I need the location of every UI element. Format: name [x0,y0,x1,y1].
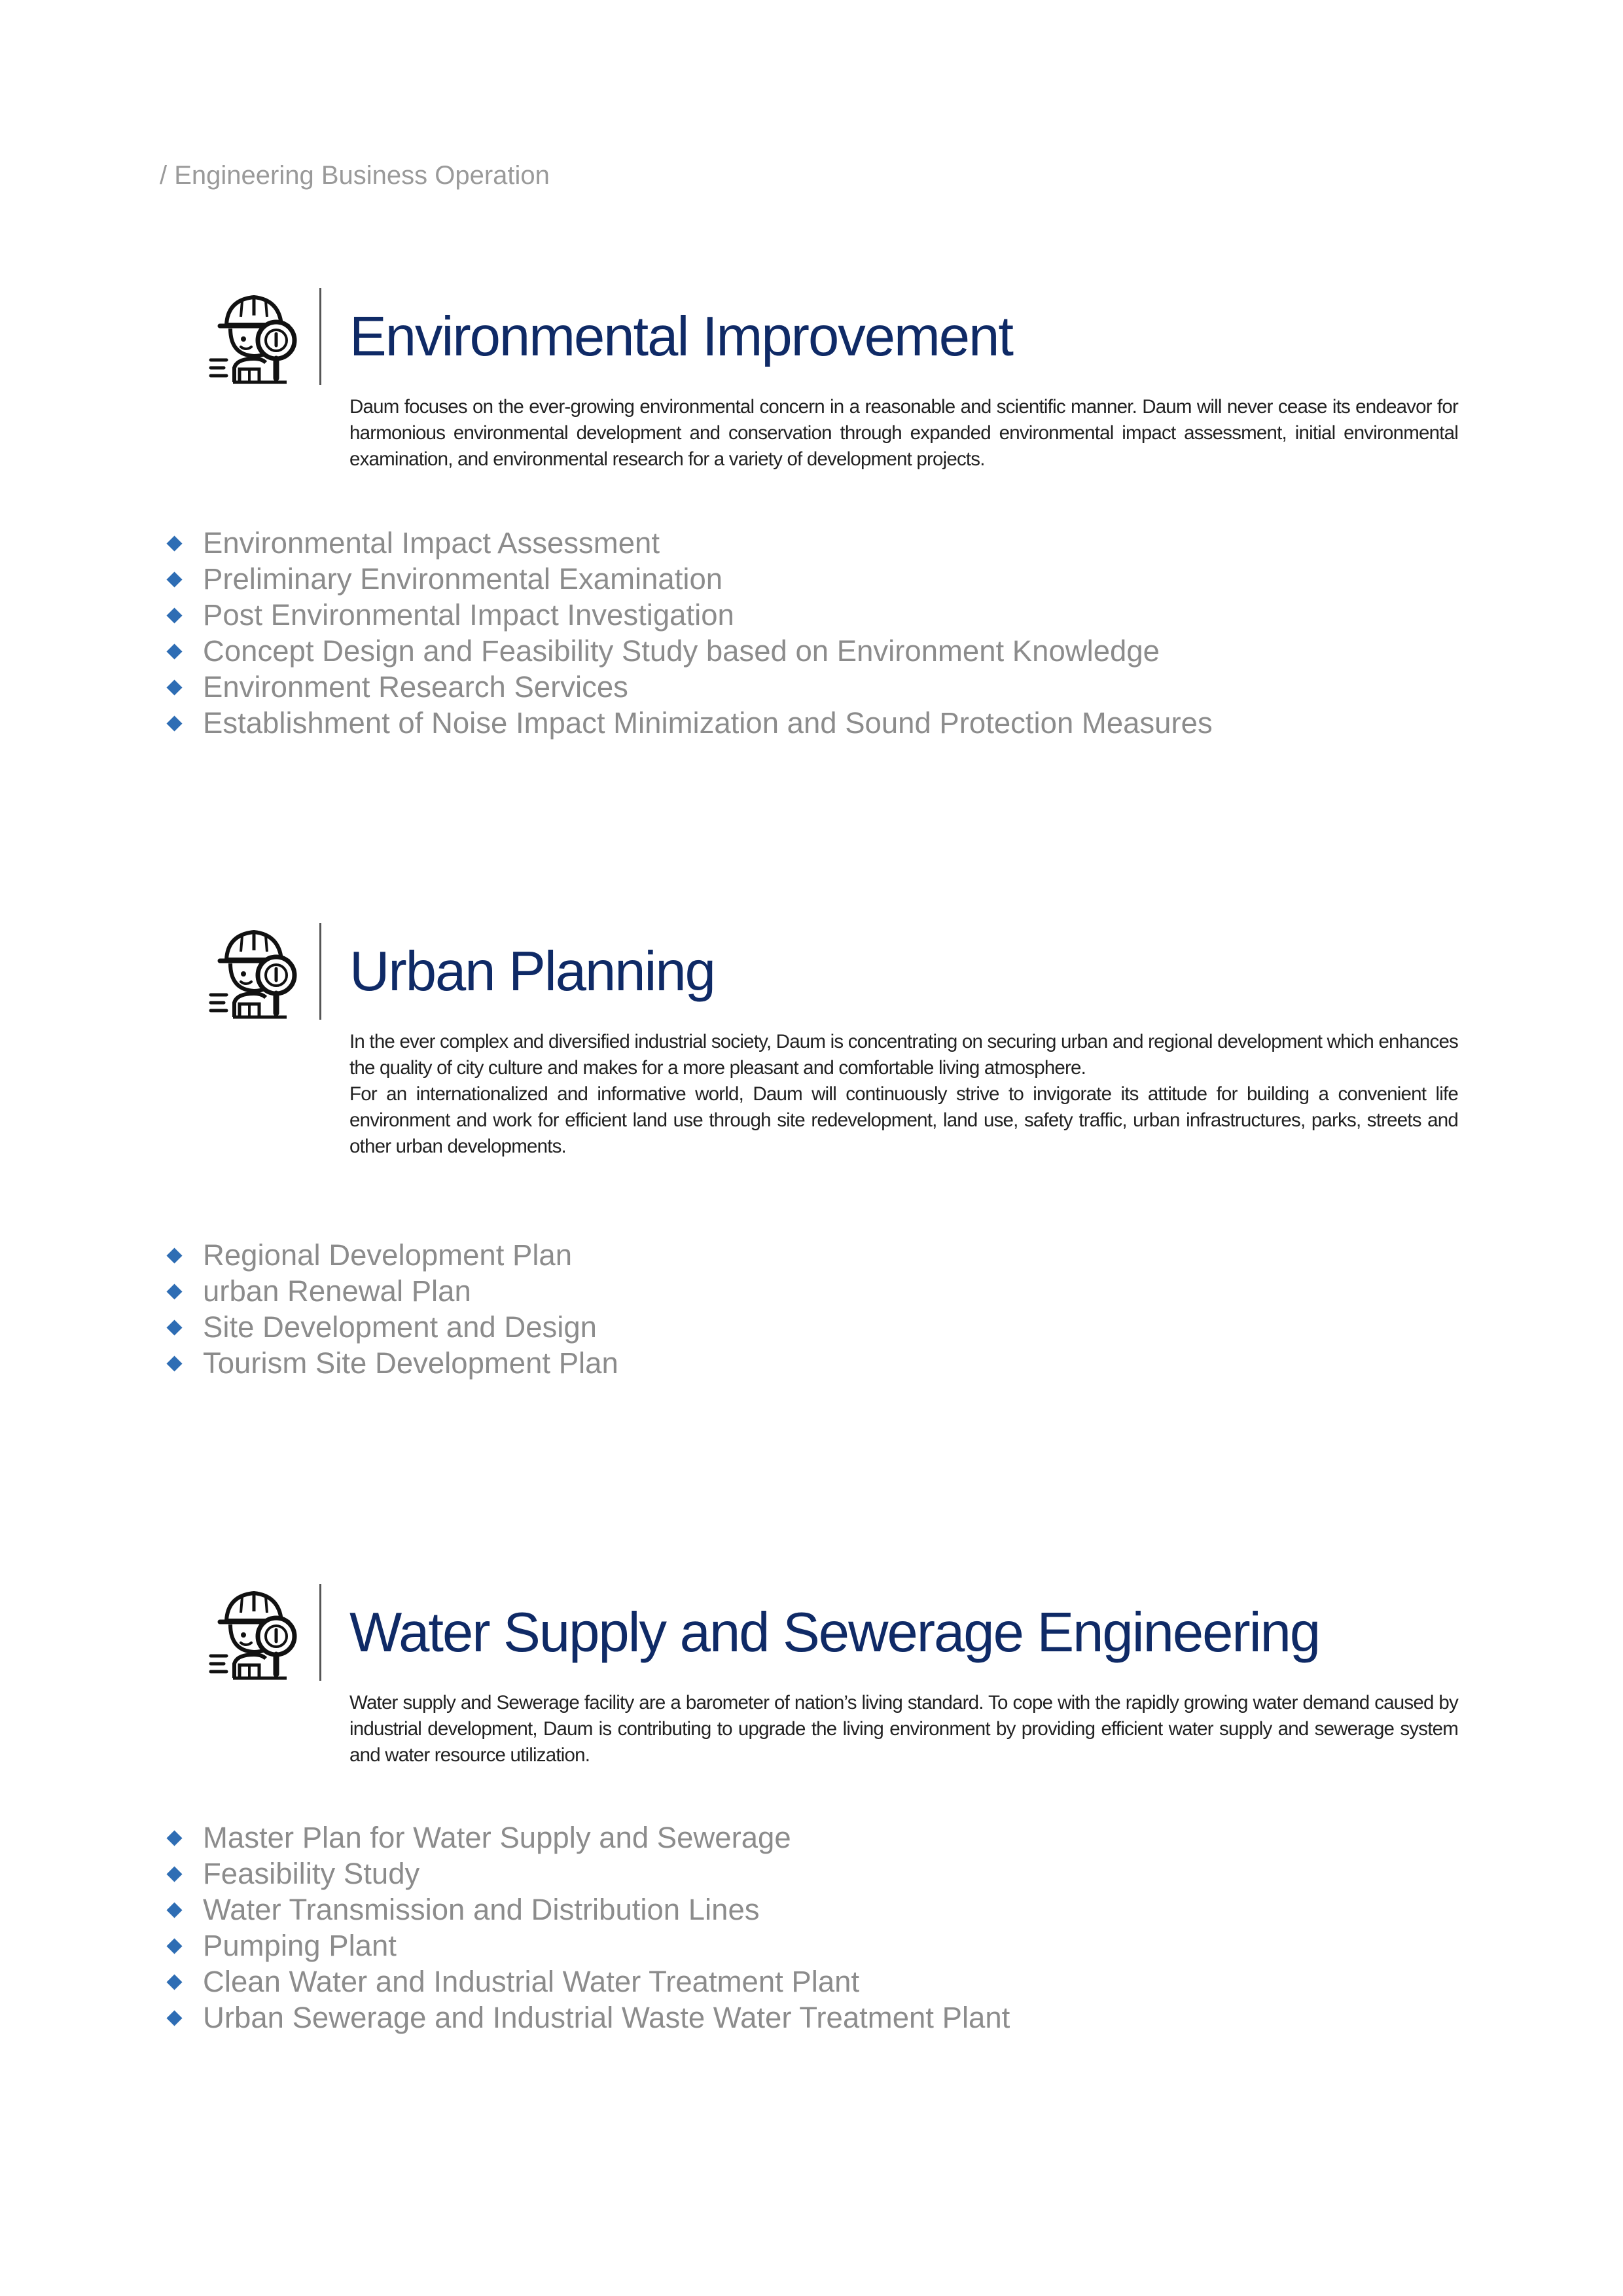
diamond-bullet-icon [166,607,182,623]
section-description: Daum focuses on the ever-growing environmental concern in a reasonable and scientific manner. Daum will never cease its endeavor for harmonious environmental development and conservation through expanded environmental impact assessment, initial environmental examination, and environmental research for a variety of development projects. [349,396,1458,470]
section-description: In the ever complex and diversified industrial society, Daum is concentrating on securing urban and regional development which enhances the quality of city culture and makes for a more pleasant and comfortable living atmosphere. For an internationalized and informative world, Daum will continuously strive to invigorate its attitude for building a convenient life environment and work for efficient land use through site redevelopment, land use, safety traffic, urban infrastructures, parks, streets and other urban developments. [349,1031,1458,1157]
list-item: Master Plan for Water Supply and Sewerage [166,1820,1010,1856]
list-item: Post Environmental Impact Investigation [166,597,1213,633]
list-item: Concept Design and Feasibility Study based on Environment Knowledge [166,633,1213,669]
list-item: Feasibility Study [166,1856,1010,1892]
list-item: Tourism Site Development Plan [166,1345,618,1381]
diamond-bullet-icon [166,1319,182,1335]
section-title: Environmental Improvement [349,306,1012,368]
list-item: Establishment of Noise Impact Minimization and Sound Protection Measures [166,705,1213,741]
list-item: Regional Development Plan [166,1237,618,1273]
diamond-bullet-icon [166,715,182,731]
list-item: Urban Sewerage and Industrial Waste Water Treatment Plant [166,2000,1010,2036]
engineer-magnifier-icon [208,922,306,1020]
diamond-bullet-icon [166,535,182,551]
engineer-magnifier-icon [208,1583,306,1681]
diamond-bullet-icon [166,571,182,587]
service-list [166,1237,618,1381]
section-divider [319,923,321,1020]
engineer-magnifier-icon [208,287,306,385]
diamond-bullet-icon [166,679,182,695]
list-item: Water Transmission and Distribution Lines [166,1892,1010,1928]
list-item: Site Development and Design [166,1309,618,1345]
list-item: Clean Water and Industrial Water Treatment Plant [166,1964,1010,2000]
diamond-bullet-icon [166,643,182,659]
list-item: urban Renewal Plan [166,1273,618,1309]
diamond-bullet-icon [166,1938,182,1954]
list-item: Preliminary Environmental Examination [166,561,1213,597]
service-list [166,1820,1010,2036]
section-divider [319,1584,321,1681]
diamond-bullet-icon [166,1283,182,1299]
service-list [166,525,1213,741]
section-title: Water Supply and Sewerage Engineering [349,1602,1320,1664]
section-divider [319,288,321,385]
list-item: Environmental Impact Assessment [166,525,1213,561]
diamond-bullet-icon [166,2010,182,2026]
diamond-bullet-icon [166,1355,182,1371]
list-item: Pumping Plant [166,1928,1010,1964]
diamond-bullet-icon [166,1830,182,1846]
diamond-bullet-icon [166,1247,182,1263]
list-item: Environment Research Services [166,669,1213,705]
section-description: Water supply and Sewerage facility are a barometer of nation’s living standard. To cope with the rapidly growing water demand caused by industrial development, Daum is contributing to upgrade the living environment by providing efficient water supply and sewerage system and water resource utilization. [349,1692,1458,1766]
breadcrumb: / Engineering Business Operation [160,161,550,190]
diamond-bullet-icon [166,1866,182,1882]
diamond-bullet-icon [166,1902,182,1918]
section-title: Urban Planning [349,941,715,1003]
diamond-bullet-icon [166,1974,182,1990]
